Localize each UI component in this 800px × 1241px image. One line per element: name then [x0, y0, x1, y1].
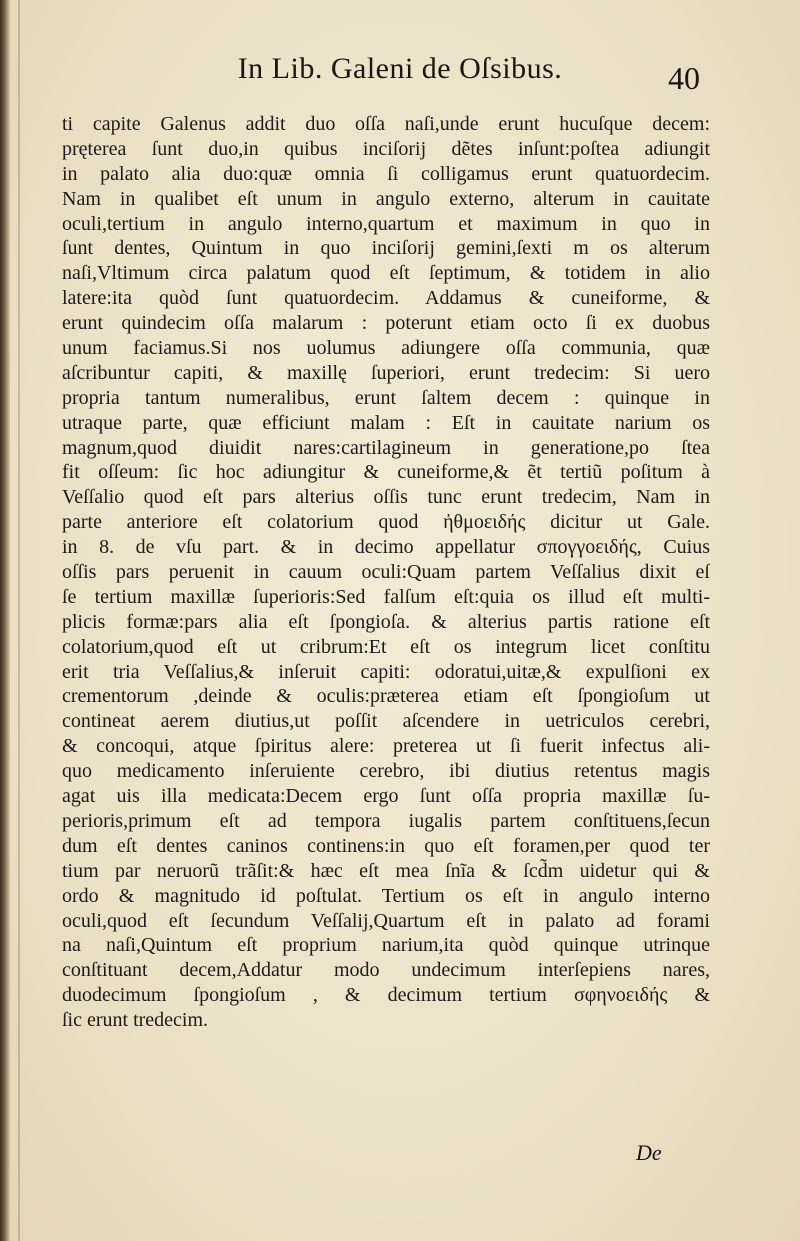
catchword: De — [636, 1140, 662, 1165]
page-number: 40 — [668, 60, 700, 96]
text-line: erit tria Veſſalius,& inſeruit capiti: odoratui,uitæ,& expulſioni ex — [62, 660, 710, 683]
text-line: conſtituant decem,Addatur modo undecimum interſepiens nares, — [62, 959, 710, 982]
text-line: ſic erunt tredecim. — [62, 1009, 209, 1032]
text-line: pręterea ſunt duo,in quibus inciſorij dẽtes inſunt:poſtea adiungit — [62, 137, 710, 160]
text-line: propria tantum numeralibus, erunt ſaltem decem : quinque in — [62, 386, 710, 409]
text-line: erunt quindecim oſſa malarum : poterunt etiam octo ſi ex duobus — [62, 312, 710, 335]
text-line: Veſſalio quod eſt pars alterius oſſis tunc erunt tredecim, Nam in — [62, 486, 710, 509]
text-line: perioris,primum eſt ad tempora iugalis partem conſtituens,ſecun — [62, 809, 710, 832]
body-text — [62, 112, 710, 1033]
text-line: colatorium,quod eſt ut cribrum:Et eſt os integrum licet conſtitu — [62, 635, 710, 658]
text-line: na naſi,Quintum eſt proprium narium,ita quòd quinque utrinque — [62, 934, 710, 957]
text-line: duodecimum ſpongioſum , & decimum tertium σφηνοειδής & — [62, 984, 710, 1007]
text-line: agat uis illa medicata:Decem ergo ſunt oſſa propria maxillæ ſu- — [62, 785, 710, 808]
text-line: latere:ita quòd ſunt quatuordecim. Addamus & cuneiforme, & — [62, 287, 710, 310]
text-line: & concoqui, atque ſpiritus alere: preterea ut ſi fuerit infectus ali- — [62, 735, 710, 758]
text-line: magnum,quod diuidit nares:cartilagineum in generatione,po ſtea — [62, 436, 710, 459]
text-line: oſſis pars peruenit in cauum oculi:Quam partem Veſſalius dixit eſ — [62, 561, 710, 584]
binding-gutter — [0, 0, 10, 1241]
running-head: In Lib. Galeni de Oſsibus. — [237, 52, 563, 85]
text-line: quo medicamento inſeruiente cerebro, ibi diutius retentus magis — [62, 760, 710, 783]
text-line: in palato alia duo:quæ omnia ſi colligamus erunt quatuordecim. — [62, 162, 710, 185]
text-line: parte anteriore eſt colatorium quod ἠθμοειδής dicitur ut Gale. — [62, 511, 710, 534]
text-line: naſi,Vltimum circa palatum quod eſt ſeptimum, & totidem in alio — [62, 262, 710, 285]
text-line: plicis formæ:pars alia eſt ſpongioſa. & alterius partis ratione eſt — [62, 610, 710, 633]
text-line: crementorum ,deinde & oculis:præterea etiam eſt ſpongioſum ut — [62, 685, 710, 708]
text-line: utraque parte, quæ efficiunt malam : Eſt in cauitate narium os — [62, 411, 710, 434]
text-line: ti capite Galenus addit duo oſſa naſi,unde erunt hucuſque decem: — [62, 113, 710, 135]
text-line: oculi,tertium in angulo interno,quartum et maximum in quo in — [62, 212, 710, 235]
text-line: ſunt dentes, Quintum in quo inciſorij gemini,ſexti m os alterum — [62, 237, 710, 260]
text-line: Nam in qualibet eſt unum in angulo externo, alterum in cauitate — [62, 187, 710, 210]
text-line: fit oſſeum: ſic hoc adiungitur & cuneiforme,& ẽt tertiũ poſitum à — [62, 461, 710, 484]
text-line: unum faciamus.Si nos uolumus adiungere oſſa communia, quæ — [62, 337, 710, 360]
gutter-shadow — [18, 0, 20, 1241]
text-line: ſe tertium maxillæ ſuperioris:Sed falſum eſt:quia os illud eſt multi- — [62, 585, 710, 608]
text-line: contineat aerem diutius,ut poſſit aſcendere in uetriculos cerebri, — [62, 710, 710, 733]
text-line: ordo & magnitudo id poſtulat. Tertium os eſt in angulo interno — [62, 884, 710, 907]
text-line: in 8. de vſu part. & in decimo appellatur σπογγοειδής, Cuius — [62, 536, 710, 559]
text-line: oculi,quod eſt ſecundum Veſſalij,Quartum eſt in palato ad forami — [62, 909, 710, 932]
text-line: dum eſt dentes caninos continens:in quo eſt foramen,per quod ter — [62, 834, 710, 857]
text-line: tium par neruorũ trãſit:& hæc eſt mea ſnĩa & ſcd̃m uidetur qui & — [62, 859, 710, 882]
text-line: aſcribuntur capiti, & maxillę ſuperiori, erunt tredecim: Si uero — [62, 361, 710, 384]
